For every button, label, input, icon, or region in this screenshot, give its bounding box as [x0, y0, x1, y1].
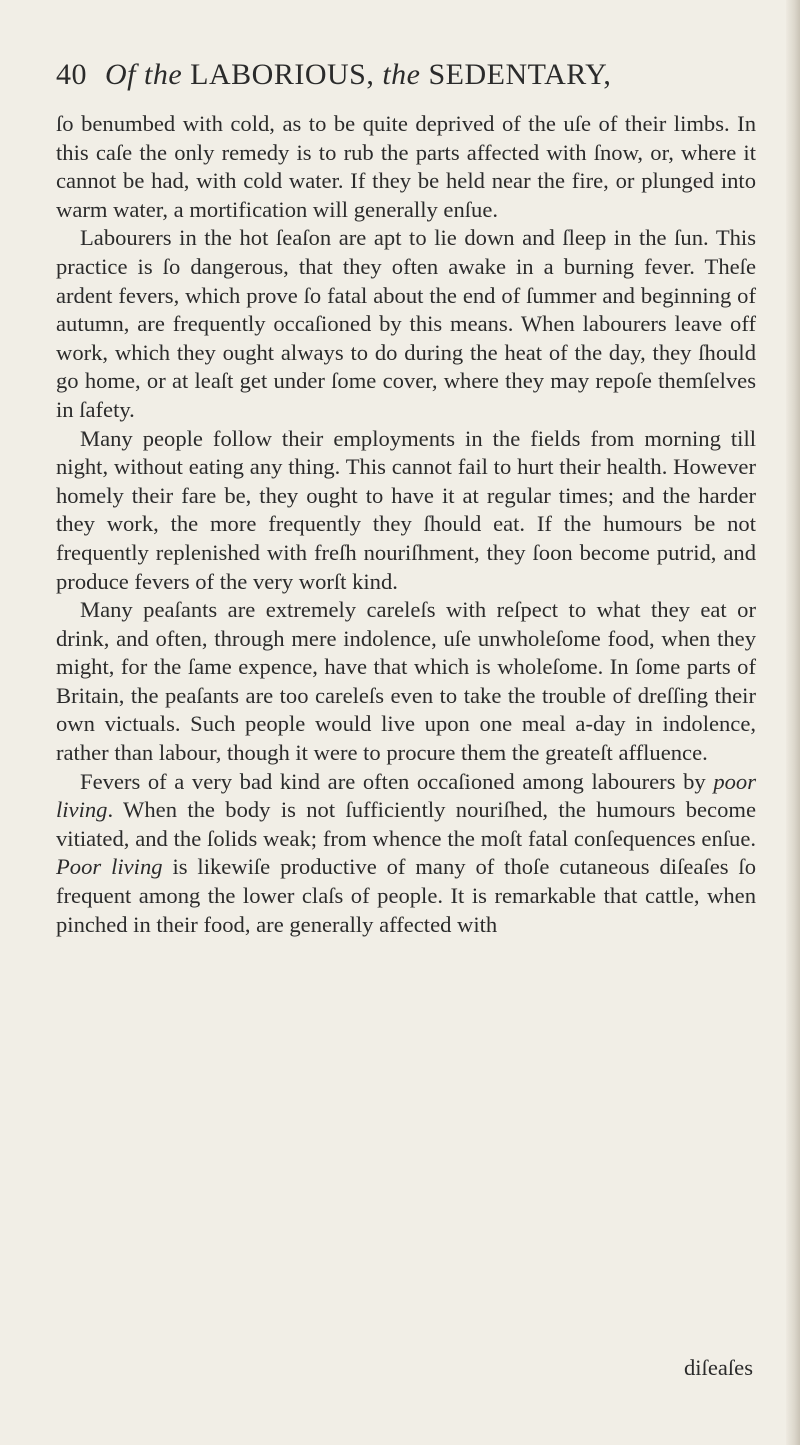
page-edge: [786, 0, 800, 1445]
poor-living-italic-1: poor living: [56, 768, 756, 823]
page-number: 40: [56, 58, 87, 91]
poor-living-italic-2: Poor living: [56, 854, 163, 880]
paragraph-5: [56, 768, 756, 940]
header-sedentary: SEDENTARY,: [428, 58, 612, 91]
header-of-the: Of the: [105, 58, 183, 91]
paragraph-5-after: is likewiſe productive of many of thoſe cutaneous diſeaſes ſo frequent among the lower claſs of people. It is remarkable that cattle, when pinched in their food, are generally affected with: [56, 854, 756, 937]
paragraph-3: Many people follow their employments in the fields from morning till night, without eating any thing. This cannot fail to hurt their health. However homely their fare be, they ought to have it at regular times; and the harder they work, the more frequently they ſhould eat. If the humours be not frequently replenished with freſh nouriſhment, they ſoon become putrid, and produce fevers of the very worſt kind.: [56, 425, 756, 594]
body-text: [56, 110, 756, 939]
header-laborious: LABORIOUS,: [190, 58, 375, 91]
header-the: the: [382, 58, 421, 91]
paragraph-5-middle: . When the body is not ſufficiently nouriſhed, the humours become vitiated, and the ſolids weak; from whence the moſt fatal conſequences enſue.: [56, 797, 756, 851]
catchword: diſeaſes: [683, 1355, 753, 1380]
paragraph-2: Labourers in the hot ſeaſon are apt to lie down and ſleep in the ſun. This practice is ſo dangerous, that they often awake in a burning fever. Theſe ardent fevers, which prove ſo fatal about the end of ſummer and beginning of autumn, are frequently occaſioned by this means. When labourers leave off work, which they ought always to do during the heat of the day, they ſhould go home, or at leaſt get under ſome cover, where they may repoſe themſelves in ſafety.: [56, 225, 756, 422]
paragraph-4: Many peaſants are extremely careleſs with reſpect to what they eat or drink, and often, through mere indolence, uſe unwholeſome food, when they might, for the ſame expence, have that which is wholeſome. In ſome parts of Britain, the peaſants are too careleſs even to take the trouble of dreſſing their own victuals. Such people would live upon one meal a-day in indolence, rather than labour, though it were to procure them the greateſt affluence.: [56, 597, 756, 766]
paragraph-5-before: Fevers of a very bad kind are often occaſioned among labourers by: [80, 768, 714, 794]
running-header: [56, 58, 756, 98]
paragraph-1: ſo benumbed with cold, as to be quite deprived of the uſe of their limbs. In this caſe the only remedy is to rub the parts affected with ſnow, or, where it cannot be had, with cold water. If they be held near the fire, or plunged into warm water, a mortification will generally enſue.: [56, 111, 756, 222]
